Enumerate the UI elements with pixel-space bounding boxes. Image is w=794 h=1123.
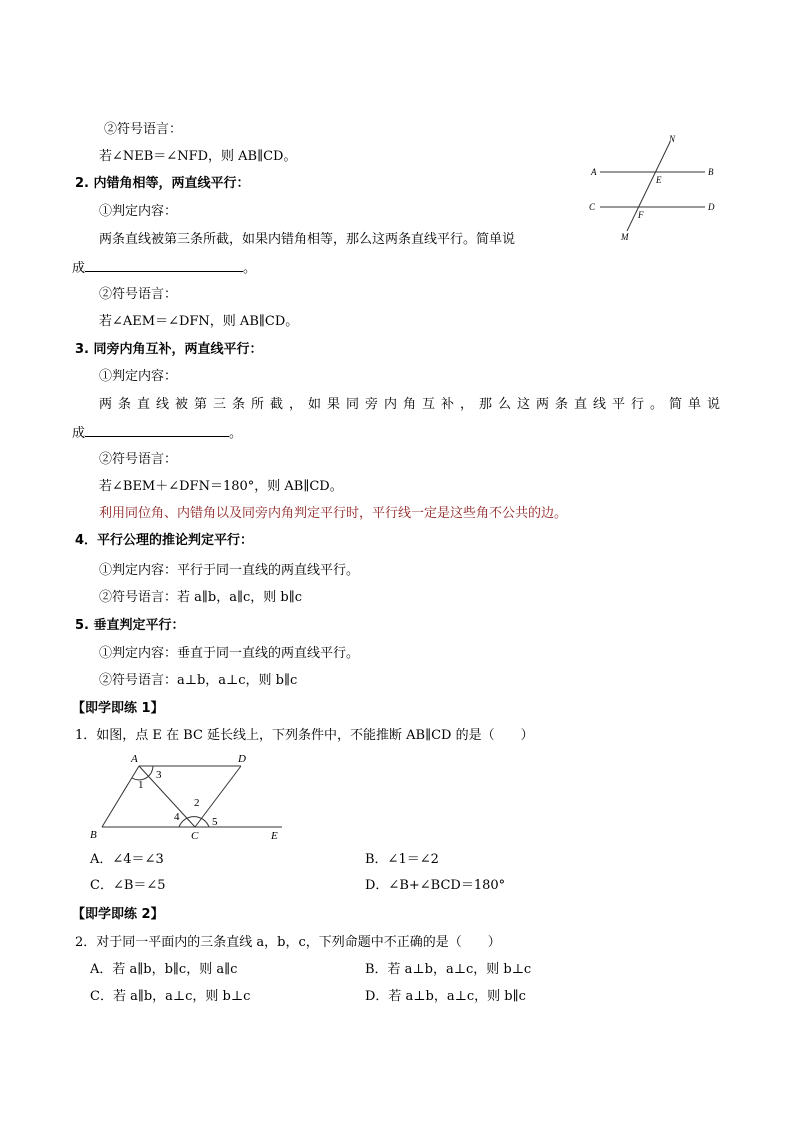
s3-note: 利用同位角、内错角以及同旁内角判定平行时，平行线一定是这些角不公共的边。 — [99, 506, 568, 521]
practice1-question: 1．如图，点 E 在 BC 延长线上，下列条件中，不能推断 AB∥CD 的是（ ） — [75, 728, 534, 743]
segment-cd — [195, 766, 241, 827]
transversal-mn — [627, 142, 670, 231]
s3-content-label: ①判定内容： — [99, 369, 178, 384]
practice1-option-d[interactable]: D．∠B+∠BCD＝180° — [365, 878, 506, 893]
s1-symbol-text: 若∠NEB＝∠NFD，则 AB∥CD。 — [99, 149, 297, 164]
s3-answer-blank[interactable] — [85, 423, 229, 437]
parallelogram-figure — [85, 748, 295, 848]
label-c: C — [191, 830, 199, 842]
s3-content-line1: 两条直线被第三条所截，如果同旁内角互补，那么这两条直线平行。简单说 — [99, 397, 720, 412]
label-b: B — [90, 829, 97, 841]
parallel-lines-figure — [580, 128, 730, 248]
s4-content: ①判定内容：平行于同一直线的两直线平行。 — [99, 563, 360, 578]
s3-symbol-label: ②符号语言： — [99, 452, 178, 467]
label-2: 2 — [194, 797, 200, 809]
s3-title: 3. 同旁内角互补，两直线平行： — [75, 342, 263, 357]
label-1: 1 — [138, 779, 144, 791]
s2-suffix: 。 — [243, 261, 257, 276]
practice1-header: 【即学即练 1】 — [72, 701, 164, 716]
s5-content: ①判定内容：垂直于同一直线的两直线平行。 — [99, 646, 360, 661]
s2-content-label: ①判定内容： — [99, 204, 178, 219]
s3-suffix: 。 — [229, 426, 243, 441]
s1-symbol-label: ②符号语言： — [104, 122, 183, 137]
label-e: E — [271, 830, 278, 842]
label-b: B — [708, 167, 714, 177]
practice2-question: 2．对于同一平面内的三条直线 a，b，c，下列命题中不正确的是（ ） — [75, 935, 501, 950]
practice1-option-a[interactable]: A．∠4＝∠3 — [90, 852, 164, 867]
s4-title: 4．平行公理的推论判定平行： — [75, 533, 254, 548]
s5-symbol: ②符号语言：a⊥b，a⊥c，则 b∥c — [99, 673, 298, 688]
s2-content-line1: 两条直线被第三条所截，如果内错角相等，那么这两条直线平行。简单说 — [99, 232, 516, 247]
s3-symbol-text: 若∠BEM＋∠DFN＝180°，则 AB∥CD。 — [99, 479, 343, 494]
practice2-header: 【即学即练 2】 — [72, 907, 164, 922]
practice2-option-a[interactable]: A．若 a∥b，b∥c，则 a∥c — [90, 962, 238, 977]
label-d: D — [238, 753, 246, 765]
label-a: A — [591, 167, 597, 177]
s2-symbol-label: ②符号语言： — [99, 287, 178, 302]
s3-prefix: 成 — [72, 426, 86, 441]
practice2-option-d[interactable]: D．若 a⊥b，a⊥c，则 b∥c — [365, 989, 526, 1004]
label-c: C — [589, 202, 596, 212]
s4-symbol: ②符号语言：若 a∥b，a∥c，则 b∥c — [99, 590, 302, 605]
practice2-option-b[interactable]: B．若 a⊥b，a⊥c，则 b⊥c — [365, 962, 532, 977]
practice1-option-c[interactable]: C．∠B＝∠5 — [90, 878, 166, 893]
s2-content-line2 — [72, 258, 256, 278]
s2-symbol-text: 若∠AEM＝∠DFN，则 AB∥CD。 — [99, 314, 299, 329]
label-a: A — [131, 753, 138, 765]
label-f: F — [638, 210, 644, 220]
s5-title: 5. 垂直判定平行： — [75, 618, 185, 633]
practice2-option-c[interactable]: C．若 a∥b，a⊥c，则 b⊥c — [90, 989, 251, 1004]
label-e: E — [656, 175, 662, 185]
s2-prefix: 成 — [72, 261, 86, 276]
label-5: 5 — [212, 816, 218, 828]
label-3: 3 — [156, 769, 162, 781]
label-m: M — [621, 232, 629, 242]
practice1-option-b[interactable]: B．∠1＝∠2 — [365, 852, 439, 867]
s2-answer-blank[interactable] — [85, 258, 243, 272]
label-d: D — [708, 202, 715, 212]
label-n: N — [669, 134, 676, 144]
s3-content-line2 — [72, 423, 242, 443]
label-4: 4 — [174, 811, 180, 823]
segment-ab — [102, 766, 139, 827]
s2-title: 2. 内错角相等，两直线平行： — [75, 176, 250, 191]
